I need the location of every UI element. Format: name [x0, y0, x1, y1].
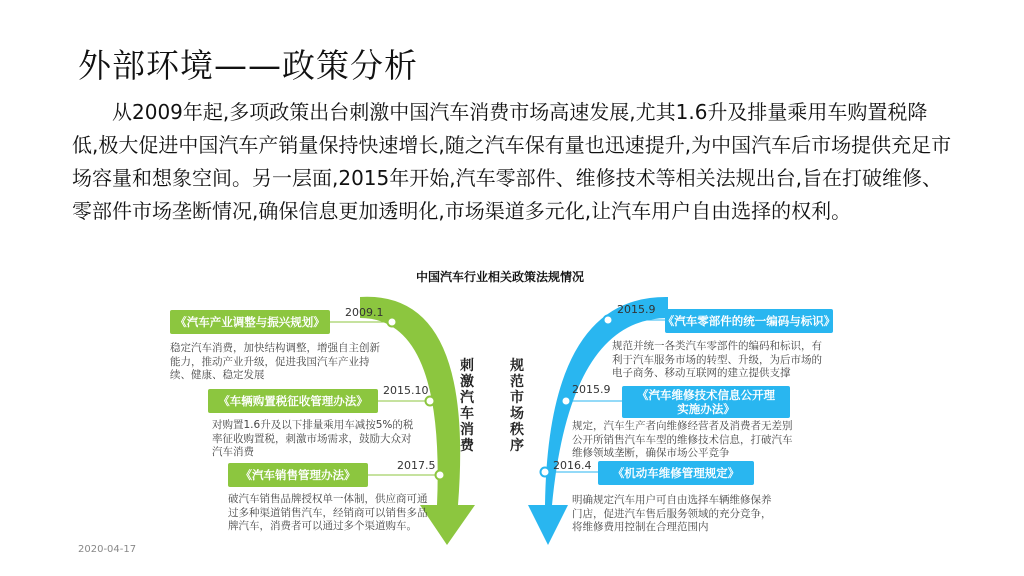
diagram-title: 中国汽车行业相关政策法规情况: [415, 270, 584, 284]
right-policy-1-line1: 《汽车零部件的统一编码与标识》: [662, 314, 836, 328]
right-policy-3-line1: 《机动车维修管理规定》: [612, 466, 740, 480]
right-policy-2-line1: 《汽车维修技术信息公开理: [637, 388, 775, 402]
footer-date: 2020-04-17: [78, 544, 137, 555]
right-desc-1: 规范并统一各类汽车零部件的编码和标识，有利于汽车服务市场的转型、升级，为后市场的电子商务、移动互联网的建立提供支撑: [612, 340, 822, 379]
left-year-1: 2009.1: [345, 306, 384, 319]
right-year-1: 2015.9: [617, 303, 656, 316]
left-year-2: 2015.10: [383, 384, 429, 397]
right-year-3: 2016.4: [553, 459, 592, 472]
left-policy-2: 《车辆购置税征收管理办法》: [208, 389, 378, 413]
left-policy-3: 《汽车销售管理办法》: [228, 463, 368, 487]
right-year-2: 2015.9: [572, 383, 611, 396]
left-policy-1: 《汽车产业调整与振兴规划》: [170, 310, 330, 334]
left-year-3: 2017.5: [397, 459, 436, 472]
right-desc-3: 明确规定汽车用户可自由选择车辆维修保养门店，促进汽车售后服务领域的充分竞争，将维修费用控制在合理范围内: [572, 494, 772, 533]
right-vertical-label: 规范市场秩序: [510, 358, 524, 454]
intro-text: 从2009年起,多项政策出台刺激中国汽车消费市场高速发展,尤其1.6升及排量乘用车购置税降低,极大促进中国汽车产销量保持快速增长,随之汽车保有量也迅速提升,为中国汽车后市场提供充足市场容量和想象空间。另一层面,2015年开始,汽车零部件、维修技术等相关法规出台,旨在打破维修、零部件市场垄断情况,确保信息更加透明化,市场渠道多元化,让汽车用户自由选择的权利。: [72, 100, 952, 223]
right-policy-3: [598, 461, 754, 485]
right-desc-2: 规定，汽车生产者向维修经营者及消费者无差别公开所销售汽车车型的维修技术信息，打破汽车维修领域垄断，确保市场公平竞争: [572, 420, 793, 459]
left-desc-1: 稳定汽车消费，加快结构调整，增强自主创新能力，推动产业升级，促进我国汽车产业持续、健康、稳定发展: [170, 342, 380, 381]
left-vertical-label: 刺激汽车消费: [460, 358, 474, 454]
left-desc-2: 对购置1.6升及以下排量乘用车减按5%的税率征收购置税，刺激市场需求，鼓励大众对汽车消费: [212, 419, 414, 458]
right-policy-2: [622, 386, 790, 418]
left-desc-3: 破汽车销售品牌授权单一体制，供应商可通过多种渠道销售汽车，经销商可以销售多品牌汽车，消费者可以通过多个渠道购车。: [228, 493, 428, 532]
right-policy-2-line2: 实施办法》: [677, 402, 735, 416]
right-policy-1: [662, 309, 836, 333]
page-title: 外部环境——政策分析: [78, 46, 418, 85]
